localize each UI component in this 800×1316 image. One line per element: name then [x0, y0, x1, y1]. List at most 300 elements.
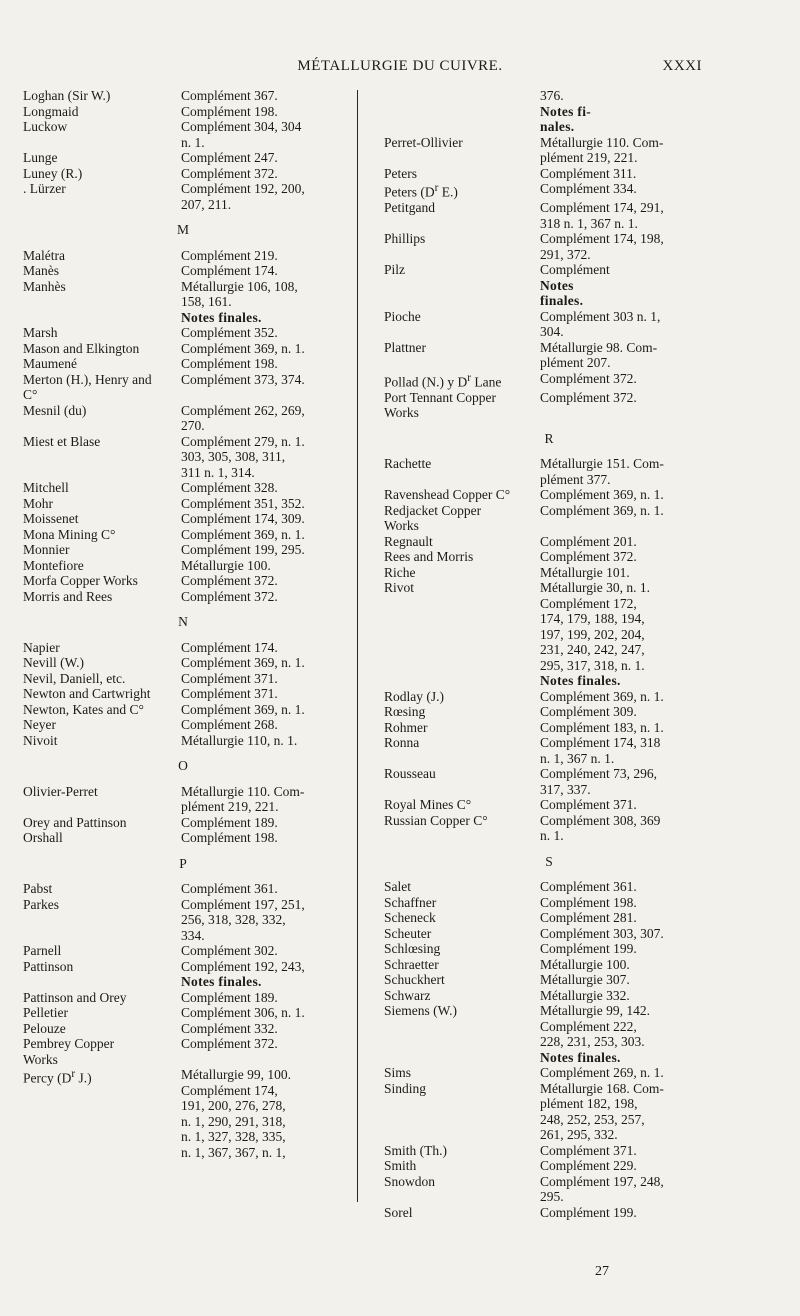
entry-references	[540, 487, 714, 503]
index-entry	[23, 1067, 343, 1160]
entry-references	[540, 580, 714, 689]
reference-line: n. 1, 367, 367, n. 1,	[181, 1144, 286, 1160]
index-entry	[384, 972, 714, 988]
index-entry	[384, 231, 714, 262]
reference-line: 295.	[540, 1189, 564, 1204]
reference-line: Complément 372.	[540, 389, 637, 405]
index-entry	[384, 503, 714, 519]
index-entry	[23, 589, 343, 605]
reference-line	[181, 1052, 343, 1068]
index-entry	[23, 480, 343, 496]
entry-references	[540, 1205, 714, 1221]
reference-line: Complément 174, 309.	[181, 511, 305, 526]
reference-line: 231, 240, 242, 247,	[540, 642, 645, 657]
reference-line: 311 n. 1, 314.	[181, 464, 255, 480]
entry-name: Nevill (W.)	[23, 655, 84, 670]
entry-references	[181, 150, 343, 166]
reference-line: Complément 372.	[540, 549, 637, 564]
entry-name: Rœsing	[384, 704, 426, 719]
entry-name: Mason and Elkington	[23, 340, 140, 356]
entry-name: Sinding	[384, 1080, 427, 1096]
entry-references	[181, 943, 343, 959]
entry-name: Perret-Ollivier	[384, 134, 463, 150]
notes-finales-label: Notes finales.	[181, 309, 262, 325]
reference-line: Complément 201.	[540, 533, 637, 549]
reference-line: Complément 174.	[181, 263, 278, 278]
index-entry	[384, 580, 714, 689]
reference-line: Métallurgie 99, 100.	[181, 1067, 291, 1082]
reference-line: Complément 369, n. 1.	[181, 340, 305, 356]
notes-finales-label: Notes	[540, 277, 574, 293]
entry-references	[181, 88, 343, 104]
index-entry	[384, 813, 714, 844]
entry-references	[540, 166, 714, 182]
entry-name: Rousseau	[384, 766, 436, 781]
entry-name: Manhès	[23, 278, 66, 294]
notes-finales-label: nales.	[540, 119, 575, 134]
reference-line: Complément 306, n. 1.	[181, 1005, 305, 1020]
index-entry	[384, 957, 714, 973]
entry-references	[540, 200, 714, 231]
entry-name: Pioche	[384, 308, 421, 324]
entry-references	[181, 1052, 343, 1068]
entry-references	[540, 689, 714, 705]
entry-name: . Lürzer	[23, 181, 66, 196]
index-entry	[23, 655, 343, 671]
index-entry	[23, 815, 343, 831]
reference-line: Complément 247.	[181, 150, 278, 165]
index-entry	[384, 1065, 714, 1081]
reference-line: Complément 369, n. 1.	[540, 487, 664, 502]
entry-references	[181, 527, 343, 543]
reference-line: 256, 318, 328, 332,	[181, 912, 286, 927]
reference-line: Complément 308, 369	[540, 812, 661, 828]
reference-line: Complément 229.	[540, 1158, 637, 1173]
entry-references	[181, 372, 343, 388]
reference-line: plément 219, 221.	[181, 799, 279, 814]
index-entry	[384, 518, 714, 534]
entry-name: Peters	[384, 165, 417, 181]
reference-line: Complément 371.	[540, 797, 637, 812]
reference-line: n. 1, 290, 291, 318,	[181, 1113, 286, 1129]
entry-references	[181, 542, 343, 558]
entry-name: Orshall	[23, 830, 63, 845]
notes-finales-label: Notes finales.	[181, 974, 262, 989]
entry-name: Schlœsing	[384, 941, 441, 956]
entry-name: Redjacket Copper	[384, 502, 482, 518]
notes-finales-label: Notes fi-	[540, 103, 592, 119]
index-entry	[384, 200, 714, 231]
entry-references	[540, 565, 714, 581]
entry-references	[181, 1021, 343, 1037]
reference-line: Complément 279, n. 1.	[181, 433, 305, 449]
reference-line: Métallurgie 110. Com-	[540, 134, 664, 150]
entry-references	[540, 720, 714, 736]
reference-line: Complément 371.	[540, 1142, 637, 1158]
index-entry	[23, 733, 343, 749]
reference-line: 158, 161.	[181, 294, 232, 309]
index-entry	[23, 897, 343, 944]
entry-references	[540, 1143, 714, 1159]
reference-line: Complément 199.	[540, 941, 637, 956]
reference-line: Complément 183, n. 1.	[540, 719, 664, 735]
entry-name: Schaffner	[384, 894, 437, 910]
reference-line: Métallurgie 100.	[540, 956, 630, 972]
entry-references	[181, 341, 343, 357]
entry-references	[181, 1005, 343, 1021]
index-entry	[384, 766, 714, 797]
reference-line: Complément 174,	[181, 1082, 278, 1098]
entry-references	[181, 959, 343, 990]
entry-name: Plattner	[384, 339, 426, 355]
reference-line: n. 1.	[181, 134, 205, 150]
entry-references	[540, 972, 714, 988]
signature-number: 27	[595, 1264, 609, 1279]
index-entry	[23, 717, 343, 733]
entry-references	[540, 456, 714, 487]
reference-line: Complément 332.	[181, 1020, 278, 1036]
index-entry	[23, 403, 343, 434]
reference-line: 248, 252, 253, 257,	[540, 1111, 645, 1127]
section-letter: O	[178, 758, 188, 773]
reference-line: Métallurgie 168. Com-	[540, 1080, 664, 1096]
entry-references	[181, 325, 343, 341]
entry-references	[540, 879, 714, 895]
entry-name: Mona Mining C°	[23, 526, 116, 542]
entry-references	[181, 403, 343, 434]
reference-line: Complément 303 n. 1,	[540, 308, 661, 324]
reference-line: Complément 373, 374.	[181, 371, 305, 387]
entry-references	[181, 717, 343, 733]
entry-name: Pattinson and Orey	[23, 989, 127, 1005]
entry-name: Nevil, Daniell, etc.	[23, 670, 126, 686]
reference-line: Complément 174, 318	[540, 735, 661, 750]
entry-name: Rohmer	[384, 719, 428, 735]
reference-line: Complément 372.	[181, 165, 278, 181]
reference-line: Complément 199.	[540, 1204, 637, 1220]
entry-references	[540, 549, 714, 565]
entry-references	[181, 702, 343, 718]
index-entry	[384, 565, 714, 581]
entry-name: Sorel	[384, 1204, 413, 1220]
index-entry	[384, 405, 714, 421]
index-entry	[384, 704, 714, 720]
reference-line: Complément 192, 243,	[181, 958, 305, 974]
entry-name: Rivot	[384, 580, 415, 595]
reference-line: Complément 73, 296,	[540, 766, 657, 781]
index-entry	[384, 166, 714, 182]
entry-name: Mitchell	[23, 480, 69, 495]
index-entry	[23, 1005, 343, 1021]
entry-name: Newton, Kates and C°	[23, 701, 144, 717]
reference-line	[181, 387, 343, 403]
entry-name: Port Tennant Copper	[384, 389, 497, 405]
index-entry	[384, 926, 714, 942]
index-entry	[384, 879, 714, 895]
entry-references	[540, 534, 714, 550]
reference-line: plément 377.	[540, 471, 611, 487]
index-entry	[23, 671, 343, 687]
index-entry	[23, 88, 343, 104]
entry-name: Pilz	[384, 262, 406, 277]
index-entry	[23, 1036, 343, 1052]
notes-finales-label: Notes finales.	[540, 1049, 621, 1065]
entry-name: Smith	[384, 1158, 417, 1173]
reference-line: Complément 361.	[540, 879, 637, 894]
entry-references	[540, 926, 714, 942]
reference-line: Complément 302.	[181, 943, 278, 958]
entry-name: Sims	[384, 1065, 412, 1080]
entry-name: Napier	[23, 639, 60, 655]
entry-references	[181, 104, 343, 120]
entry-references	[540, 518, 714, 534]
index-entry	[384, 487, 714, 503]
entry-name: Newton and Cartwright	[23, 686, 151, 701]
reference-line: Métallurgie 106, 108,	[181, 278, 298, 294]
entry-name: Petitgand	[384, 200, 435, 215]
entry-name: Parnell	[23, 943, 62, 958]
index-entry	[23, 279, 343, 326]
index-entry	[23, 263, 343, 279]
index-entry	[384, 88, 714, 135]
entry-references	[540, 1003, 714, 1065]
entry-name: Pembrey Copper	[23, 1036, 115, 1051]
reference-line: Complément 311.	[540, 165, 637, 181]
entry-name: Works	[384, 405, 419, 420]
index-entry	[23, 166, 343, 182]
reference-line: 191, 200, 276, 278,	[181, 1098, 286, 1113]
entry-references	[181, 686, 343, 702]
entry-name: Luney (R.)	[23, 165, 83, 181]
entry-references	[540, 813, 714, 844]
index-entry	[384, 720, 714, 736]
reference-line: 303, 305, 308, 311,	[181, 449, 286, 464]
index-entry	[384, 1158, 714, 1174]
entry-name: Orey and Pattinson	[23, 814, 127, 830]
reference-line: Complément 372.	[181, 588, 278, 604]
index-entry	[384, 895, 714, 911]
section-letter: M	[176, 222, 189, 237]
reference-line: Complément 281.	[540, 910, 637, 925]
entry-name: Mesnil (du)	[23, 402, 87, 418]
reference-line: Métallurgie 101.	[540, 564, 630, 580]
reference-line: Complément 269, n. 1.	[540, 1065, 664, 1080]
index-entry	[23, 341, 343, 357]
entry-name: Regnault	[384, 533, 433, 549]
entry-name: Merton (H.), Henry and	[23, 371, 152, 387]
entry-references	[181, 733, 343, 749]
entry-name: Marsh	[23, 325, 58, 340]
reference-line: Métallurgie 30, n. 1.	[540, 580, 650, 595]
entry-name: Lunge	[23, 150, 58, 165]
index-entry	[23, 686, 343, 702]
entry-references	[181, 655, 343, 671]
index-entry	[23, 325, 343, 341]
entry-name: Salet	[384, 879, 411, 894]
entry-name: Monnier	[23, 542, 70, 557]
entry-name: Moissenet	[23, 511, 79, 526]
reference-line: Complément 369, n. 1.	[181, 655, 305, 670]
reference-line: 334.	[181, 927, 205, 943]
entry-references	[181, 830, 343, 846]
entry-name: Works	[384, 518, 419, 533]
entry-name: Pabst	[23, 881, 53, 896]
entry-references	[181, 1067, 343, 1160]
section-letter: S	[545, 853, 553, 869]
entry-name: Riche	[384, 564, 416, 580]
index-entry	[23, 150, 343, 166]
entry-name: C°	[23, 387, 38, 402]
reference-line: Complément 198.	[181, 830, 278, 845]
reference-line: Complément 262, 269,	[181, 402, 305, 418]
index-entry	[23, 990, 343, 1006]
entry-references	[181, 480, 343, 496]
section-letter: N	[178, 614, 188, 629]
entry-references	[181, 589, 343, 605]
entry-name: Percy ($D^r$ J.)	[23, 1068, 92, 1086]
entry-name: Malétra	[23, 247, 65, 263]
reference-line: 207, 211.	[181, 196, 232, 212]
reference-line: 317, 337.	[540, 781, 591, 797]
reference-line: Complément 309.	[540, 704, 637, 719]
index-entry	[23, 1052, 343, 1068]
reference-line: Complément 219.	[181, 247, 278, 263]
entry-references	[540, 88, 714, 135]
reference-line: 261, 295, 332.	[540, 1127, 618, 1142]
reference-line: Complément 172,	[540, 595, 637, 611]
entry-references	[540, 1158, 714, 1174]
entry-references	[181, 248, 343, 264]
entry-name: Schraetter	[384, 956, 439, 972]
reference-line: Complément 192, 200,	[181, 181, 305, 196]
entry-name: Olivier-Perret	[23, 783, 98, 799]
index-entry	[23, 573, 343, 589]
reference-line: 270.	[181, 418, 205, 433]
section-letter: P	[179, 855, 187, 871]
index-entry	[384, 797, 714, 813]
reference-line: 197, 199, 202, 204,	[540, 626, 645, 642]
index-entry	[384, 1081, 714, 1143]
reference-line: Complément 371.	[181, 670, 278, 686]
index-entry	[384, 340, 714, 371]
entry-references	[540, 135, 714, 166]
page-numeral: XXXI	[662, 58, 702, 74]
entry-name: Morris and Rees	[23, 588, 113, 604]
index-entry	[384, 456, 714, 487]
reference-line: Complément 351, 352.	[181, 495, 305, 511]
reference-line: Complément 352.	[181, 325, 278, 340]
entry-references	[540, 766, 714, 797]
reference-line: 228, 231, 253, 303.	[540, 1034, 645, 1049]
entry-references	[540, 797, 714, 813]
entry-name: Manès	[23, 263, 59, 278]
entry-name: Rachette	[384, 456, 432, 471]
index-entry	[384, 941, 714, 957]
index-entry	[23, 248, 343, 264]
index-entry	[384, 309, 714, 340]
index-entry	[384, 689, 714, 705]
entry-name: Pollad (N.) y $D^r$ Lane	[384, 371, 502, 389]
notes-finales-label: finales.	[540, 293, 584, 308]
reference-line: n. 1, 367 n. 1.	[540, 750, 615, 766]
reference-line: Complément 222,	[540, 1018, 637, 1034]
entry-name: Morfa Copper Works	[23, 573, 138, 588]
entry-name: Parkes	[23, 896, 59, 912]
index-entry	[384, 1205, 714, 1221]
reference-line: Complément 198.	[540, 894, 637, 910]
reference-line: 295, 317, 318, n. 1.	[540, 657, 645, 673]
index-entry	[384, 371, 714, 390]
reference-line: 376.	[540, 88, 564, 103]
index-entry	[23, 181, 343, 212]
entry-references	[540, 1174, 714, 1205]
entry-references	[181, 573, 343, 589]
section-letter: R	[544, 430, 554, 446]
reference-line: Complément 369, n. 1.	[181, 701, 305, 717]
reference-line: Complément 372.	[181, 1036, 278, 1051]
index-entry	[384, 549, 714, 565]
entry-references	[540, 262, 714, 309]
entry-references	[540, 503, 714, 519]
index-entry	[23, 119, 343, 150]
entry-references	[181, 356, 343, 372]
index-entry	[384, 735, 714, 766]
reference-line: n. 1.	[540, 828, 564, 843]
index-entry	[384, 1003, 714, 1065]
entry-references	[540, 405, 714, 421]
entry-name: Mohr	[23, 495, 53, 511]
reference-line: Métallurgie 332.	[540, 987, 630, 1003]
entry-references	[181, 558, 343, 574]
reference-line: Complément 268.	[181, 717, 278, 732]
index-entry	[23, 372, 343, 388]
entry-name: Scheneck	[384, 910, 436, 925]
reference-line: Complément 369, n. 1.	[540, 688, 664, 704]
reference-line: Métallurgie 99, 142.	[540, 1003, 650, 1018]
index-entry	[23, 830, 343, 846]
entry-name: Schuckhert	[384, 972, 445, 987]
index-entry	[384, 1143, 714, 1159]
index-entry	[384, 262, 714, 309]
entry-references	[181, 815, 343, 831]
reference-line: 318 n. 1, 367 n. 1.	[540, 215, 638, 231]
reference-line: Complément 197, 248,	[540, 1173, 664, 1189]
reference-line: n. 1, 327, 328, 335,	[181, 1129, 286, 1144]
reference-line: Métallurgie 98. Com-	[540, 339, 658, 355]
entry-references	[540, 181, 714, 197]
entry-name: Ravenshead Copper C°	[384, 487, 511, 502]
index-entry	[23, 640, 343, 656]
entry-references	[181, 279, 343, 326]
entry-references	[181, 511, 343, 527]
reference-line: Métallurgie 151. Com-	[540, 456, 664, 471]
reference-line: Complément 328.	[181, 480, 278, 495]
entry-name: Maumené	[23, 356, 77, 371]
reference-line: Métallurgie 110. Com-	[181, 783, 305, 799]
index-entry	[384, 135, 714, 166]
entry-name: Phillips	[384, 231, 426, 246]
index-entry	[384, 988, 714, 1004]
right-column	[384, 88, 714, 1220]
entry-name: Smith (Th.)	[384, 1142, 447, 1158]
left-column	[23, 88, 343, 1160]
entry-references	[181, 166, 343, 182]
entry-references	[181, 784, 343, 815]
entry-name: Loghan (Sir W.)	[23, 88, 111, 103]
entry-name: Schwarz	[384, 987, 431, 1003]
entry-references	[181, 434, 343, 481]
reference-line: Complément 371.	[181, 686, 278, 701]
